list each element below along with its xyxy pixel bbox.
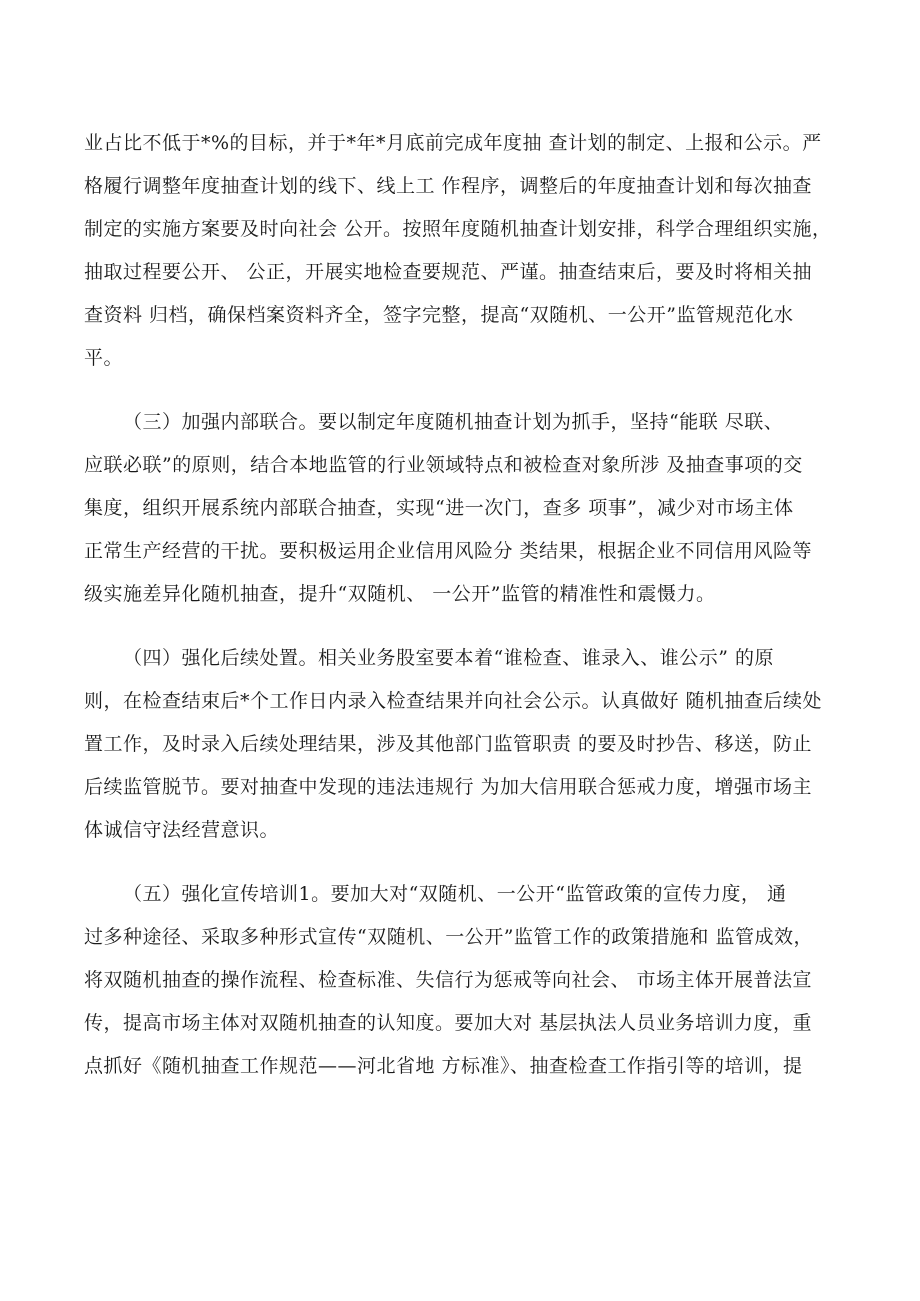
text-line: 过多种途径、采取多种形式宣传“双随机、一公开”监管工作的政策措施和 监管成效，	[84, 926, 813, 948]
text-line: （五）强化宣传培训1。要加大对“双随机、一公开“监管政策的宣传力度， 通	[123, 883, 787, 905]
text-line: 制定的实施方案要及时向社会 公开。按照年度随机抽查计划安排，科学合理组织实施，	[84, 218, 832, 240]
text-line: 查资料 归档，确保档案资料齐全，签字完整，提高“双随机、一公开”监管规范化水	[84, 304, 794, 326]
document-body	[84, 122, 844, 1088]
text-line: 平。	[84, 347, 124, 369]
paragraph-internal-cooperation	[84, 401, 844, 616]
text-line: （四）强化后续处置。相关业务股室要本着“谁检查、谁录入、谁公示” 的原	[123, 647, 774, 669]
paragraph-follow-up-handling	[84, 637, 844, 852]
text-line: 体诚信守法经营意识。	[84, 819, 280, 841]
text-line: 业占比不低于*%的目标，并于*年*月底前完成年度抽 查计划的制定、上报和公示。严	[84, 132, 822, 154]
text-line: 后续监管脱节。要对抽查中发现的违法违规行 为加大信用联合惩戒力度，增强市场主	[84, 776, 813, 798]
text-line: 点抓好《随机抽查工作规范——河北省地 方标准》、抽查检查工作指引等的培训，提	[84, 1055, 803, 1077]
text-line: 正常生产经营的干扰。要积极运用企业信用风险分 类结果，根据企业不同信用风险等	[84, 540, 813, 562]
text-line: 集度，组织开展系统内部联合抽查，实现“进一次门，查多 项事”，减少对市场主体	[84, 497, 794, 519]
text-line: 传，提高市场主体对双随机抽查的认知度。要加大对 基层执法人员业务培训力度，重	[84, 1012, 813, 1034]
text-line: 抽取过程要公开、 公正，开展实地检查要规范、严谨。抽查结束后，要及时将相关抽	[84, 261, 813, 283]
text-line: 将双随机抽查的操作流程、检查标准、失信行为惩戒等向社会、 市场主体开展普法宣	[84, 969, 813, 991]
text-line: 置工作，及时录入后续处理结果，涉及其他部门监管职责 的要及时抄告、移送，防止	[84, 733, 813, 755]
text-line: 应联必联”的原则，结合本地监管的行业领域特点和被检查对象所涉 及抽查事项的交	[84, 454, 803, 476]
text-line: 则，在检查结束后*个工作日内录入检查结果并向社会公示。认真做好 随机抽查后续处	[84, 690, 823, 712]
paragraph-publicity-training	[84, 873, 844, 1088]
text-line: （三）加强内部联合。要以制定年度随机抽查计划为抓手，坚持“能联 尽联、	[123, 411, 784, 433]
text-line: 级实施差异化随机抽查，提升“双随机、 一公开”监管的精准性和震慑力。	[84, 583, 716, 605]
paragraph-1	[84, 122, 844, 380]
text-line: 格履行调整年度抽查计划的线下、线上工 作程序，调整后的年度抽查计划和每次抽查	[84, 175, 813, 197]
